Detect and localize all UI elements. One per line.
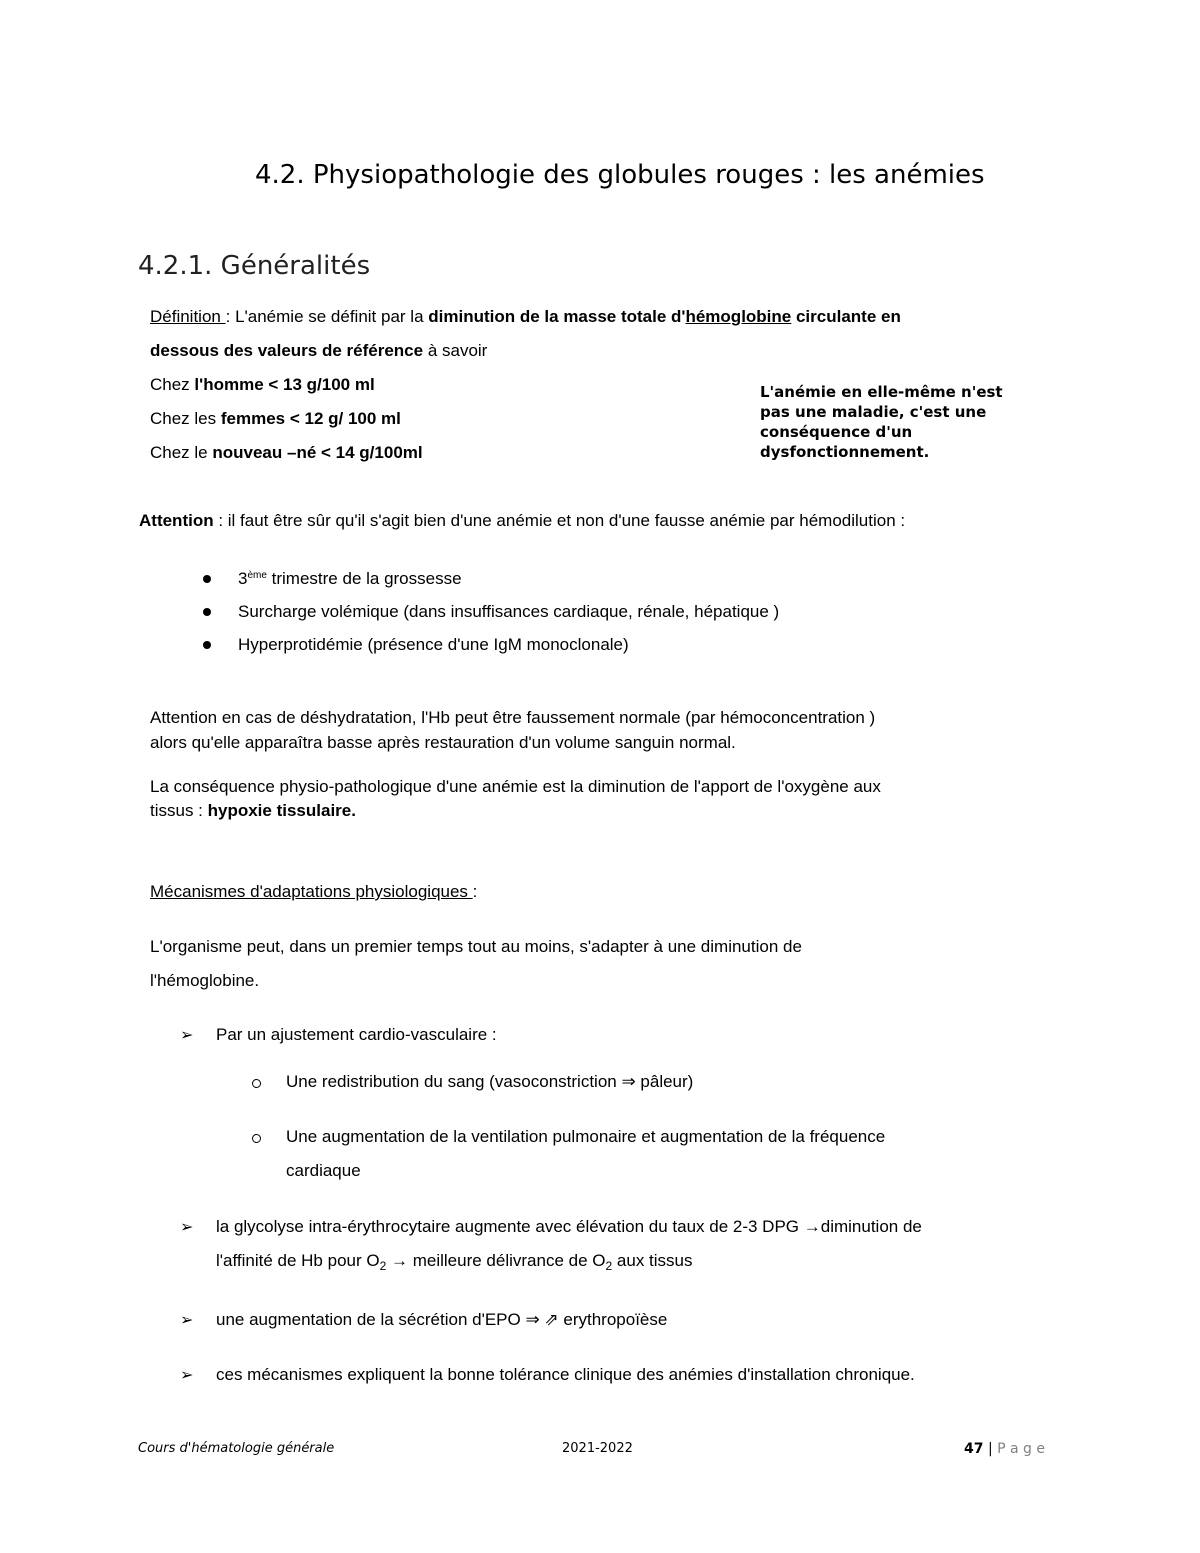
list-item: Par un ajustement cardio-vasculaire : <box>216 1025 497 1044</box>
page-number: 47 <box>964 1441 984 1457</box>
footer-page: 47 | P a g e <box>964 1441 1045 1457</box>
mechanisms-intro-1: L'organisme peut, dans un premier temps tout au moins, s'adapter à une diminution de <box>150 937 802 956</box>
definition-line-1: Définition : L'anémie se définit par la diminution de la masse totale d'hémoglobine circulante en <box>150 307 901 326</box>
list-item: Surcharge volémique (dans insuffisances cardiaque, rénale, hépatique ) <box>238 602 780 621</box>
attention-paragraph: Attention : il faut être sûr qu'il s'agit bien d'une anémie et non d'une fausse anémie par hémodilution : <box>139 511 906 530</box>
bullet-disc <box>203 608 211 616</box>
definition-line-2: dessous des valeurs de référence à savoir <box>150 341 488 360</box>
value-homme: Chez l'homme < 13 g/100 ml <box>150 375 375 394</box>
value-nouveau-ne: Chez le nouveau –né < 14 g/100ml <box>150 443 423 462</box>
list-item-continued: l'affinité de Hb pour $O_2$ → meilleure délivrance de $O_2$ aux tissus <box>216 1251 693 1273</box>
sub-list-item-continued: cardiaque <box>286 1161 361 1180</box>
mechanisms-intro-2: l'hémoglobine. <box>150 971 260 990</box>
footer-year: 2021-2022 <box>562 1441 633 1456</box>
dehydration-line-2: alors qu'elle apparaîtra basse après restauration d'un volume sanguin normal. <box>150 733 736 752</box>
bullet-disc <box>203 575 211 583</box>
sub-list-item: Une redistribution du sang (vasoconstriction ⇒ pâleur) <box>286 1072 694 1091</box>
sidebar-note: L'anémie en elle-même n'est pas une maladie, c'est une conséquence d'un dysfonctionnement. <box>760 383 1003 461</box>
sub-list-item: Une augmentation de la ventilation pulmonaire et augmentation de la fréquence <box>286 1127 886 1146</box>
bullet-circle <box>252 1134 261 1143</box>
list-item: 3ème trimestre de la grossesse <box>238 569 462 588</box>
page-label: P a g e <box>997 1441 1045 1457</box>
definition-label: Définition <box>150 307 226 326</box>
bullet-disc <box>203 641 211 649</box>
dehydration-line-1: Attention en cas de déshydratation, l'Hb peut être faussement normale (par hémoconcentration ) <box>150 708 876 727</box>
mechanisms-title: Mécanismes d'adaptations physiologiques : <box>150 882 478 901</box>
list-item: ces mécanismes expliquent la bonne tolérance clinique des anémies d'installation chronique. <box>216 1365 915 1384</box>
list-item: Hyperprotidémie (présence d'une IgM monoclonale) <box>238 635 629 654</box>
arrowhead-bullet-icon: ➢ <box>180 1025 194 1044</box>
page-title: 4.2. Physiopathologie des globules rouges : les anémies <box>255 160 985 190</box>
section-title: 4.2.1. Généralités <box>138 251 371 281</box>
consequence-line-1: La conséquence physio-pathologique d'une anémie est la diminution de l'apport de l'oxygène aux <box>150 777 881 796</box>
list-item: une augmentation de la sécrétion d'EPO ⇒ ⇗ erythropoïèse <box>216 1310 668 1329</box>
arrowhead-bullet-icon: ➢ <box>180 1365 194 1384</box>
footer-course: Cours d'hématologie générale <box>138 1441 335 1456</box>
consequence-line-2: tissus : hypoxie tissulaire. <box>150 801 356 820</box>
arrowhead-bullet-icon: ➢ <box>180 1310 194 1329</box>
bullet-circle <box>252 1079 261 1088</box>
value-femmes: Chez les femmes < 12 g/ 100 ml <box>150 409 401 428</box>
arrowhead-bullet-icon: ➢ <box>180 1217 194 1236</box>
hemoglobine-term: hémoglobine <box>685 307 792 326</box>
list-item: la glycolyse intra-érythrocytaire augmente avec élévation du taux de 2-3 DPG →diminution de <box>216 1217 922 1236</box>
